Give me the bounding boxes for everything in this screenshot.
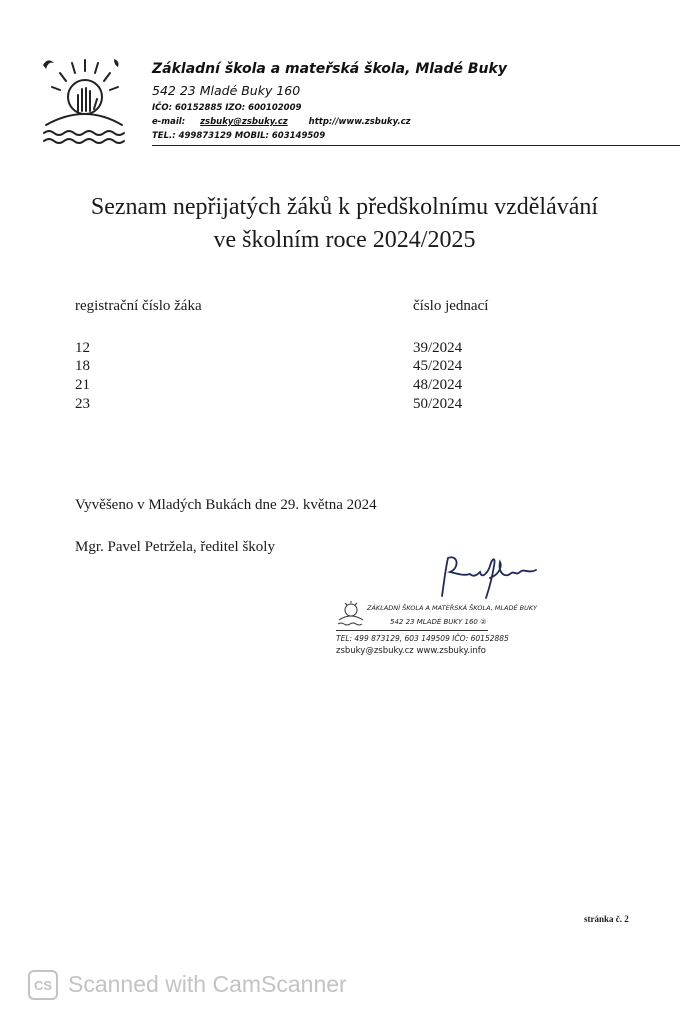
- school-web: http://www.zsbuky.cz: [308, 117, 411, 127]
- table-cell-registration: 23: [75, 396, 90, 412]
- table-cell-reference: 48/2024: [413, 377, 463, 393]
- stamp-logo-icon: [336, 600, 366, 628]
- column-header-reference: číslo jednací: [413, 298, 489, 314]
- email-label: e-mail:: [152, 117, 186, 127]
- table-cell-registration: 18: [75, 358, 90, 374]
- school-contact-email: [152, 117, 411, 127]
- stamp-divider: [336, 630, 488, 631]
- column-header-registration: registrační číslo žáka: [75, 298, 202, 314]
- camscanner-watermark: Scanned with CamScanner: [68, 971, 347, 997]
- document-title-line-2: ve školním roce 2024/2025: [213, 227, 476, 253]
- table-cell-reference: 39/2024: [413, 340, 463, 356]
- header-divider: [152, 145, 680, 146]
- stamp-school-name: ZÁKLADNÍ ŠKOLA A MATEŘSKÁ ŠKOLA, MLADÉ BUKY: [367, 604, 538, 612]
- signer-name: Mgr. Pavel Petržela, ředitel školy: [75, 539, 275, 555]
- posted-date: Vyvěšeno v Mladých Bukách dne 29. května 2024: [75, 497, 377, 513]
- school-name: Základní škola a mateřská škola, Mladé Buky: [152, 61, 507, 77]
- camscanner-logo-icon: [28, 970, 58, 1000]
- stamp-address: 542 23 MLADÉ BUKY 160 ②: [390, 618, 487, 626]
- table-cell-registration: 21: [75, 377, 90, 393]
- svg-text:CS: CS: [33, 978, 53, 993]
- table-cell-registration: 12: [75, 340, 90, 356]
- school-ids: IČO: 60152885 IZO: 600102009: [152, 103, 302, 113]
- table-cell-reference: 50/2024: [413, 396, 463, 412]
- document-title-line-1: Seznam nepřijatých žáků k předškolnímu vzdělávání: [90, 194, 599, 220]
- school-logo: [40, 55, 126, 150]
- handwritten-signature: [430, 552, 540, 602]
- stamp-web: zsbuky@zsbuky.cz www.zsbuky.info: [336, 646, 487, 656]
- school-address: 542 23 Mladé Buky 160: [152, 83, 301, 98]
- table-cell-reference: 45/2024: [413, 358, 463, 374]
- page-number: stránka č. 2: [584, 914, 629, 924]
- school-email-link: zsbuky@zsbuky.cz: [200, 117, 288, 127]
- school-phone: TEL.: 499873129 MOBIL: 603149509: [152, 131, 326, 141]
- stamp-phone: TEL: 499 873129, 603 149509 IČO: 60152885: [336, 634, 509, 643]
